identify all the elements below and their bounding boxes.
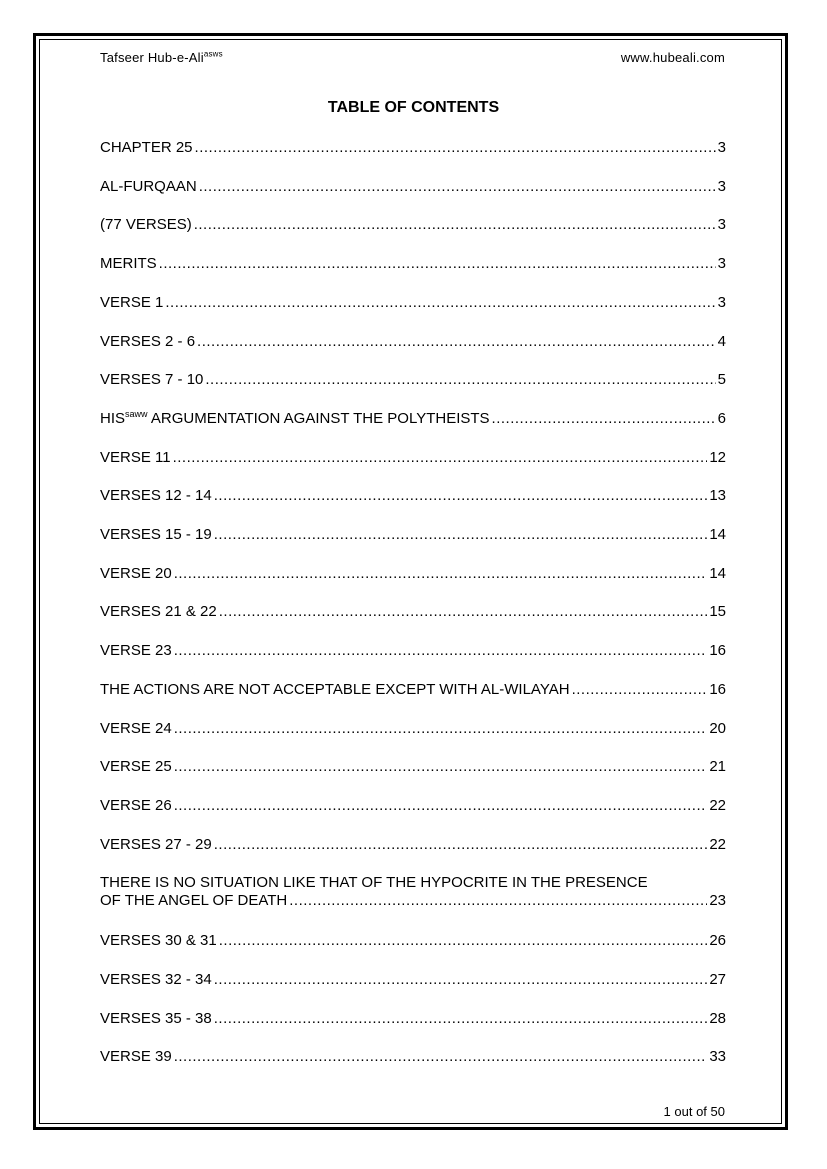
toc-entry[interactable] xyxy=(100,797,726,815)
toc-entry-page-number: 27 xyxy=(709,971,726,988)
toc-entry-label: VERSES 12 - 14 xyxy=(100,487,212,505)
toc-entry-page-number: 22 xyxy=(709,835,726,853)
toc-entry-page-number: 3 xyxy=(717,177,726,195)
toc-entry[interactable] xyxy=(100,603,726,621)
toc-entry[interactable] xyxy=(100,139,726,157)
toc-dot-leader xyxy=(199,178,716,196)
toc-entry-label: MERITS xyxy=(100,255,157,273)
toc-entry-page-number: 23 xyxy=(709,892,726,910)
toc-entry-page-number: 16 xyxy=(709,680,726,698)
toc-entry[interactable] xyxy=(100,836,726,854)
toc-entry-label: VERSE 24 xyxy=(100,719,172,737)
toc-entry-label: OF THE ANGEL OF DEATH xyxy=(100,892,288,910)
toc-entry[interactable] xyxy=(100,410,726,428)
toc-entry-page-number: 21 xyxy=(709,758,726,776)
toc-entry-label: AL-FURQAAN xyxy=(100,177,197,195)
toc-dot-leader xyxy=(219,603,708,621)
toc-dot-leader xyxy=(572,681,708,699)
toc-entry[interactable] xyxy=(100,333,726,351)
toc-entry-label: VERSES 7 - 10 xyxy=(100,371,204,389)
toc-entry-superscript: saww xyxy=(125,409,148,419)
page-number-footer: 1 out of 50 xyxy=(663,1104,725,1119)
toc-entry-page-number: 14 xyxy=(709,564,726,582)
toc-entry[interactable] xyxy=(100,720,726,738)
toc-dot-leader xyxy=(214,836,708,854)
toc-entry[interactable] xyxy=(100,1048,726,1066)
toc-entry[interactable] xyxy=(100,1010,726,1028)
toc-entry-page-number: 3 xyxy=(717,139,726,156)
toc-entry-label: (77 VERSES) xyxy=(100,216,192,234)
toc-entry-label: VERSE 23 xyxy=(100,642,172,660)
toc-entry-label: VERSES 15 - 19 xyxy=(100,526,212,543)
toc-entry-page-number: 12 xyxy=(709,448,726,466)
toc-dot-leader xyxy=(214,971,708,989)
toc-entry-label: VERSES 32 - 34 xyxy=(100,971,212,988)
toc-entry[interactable] xyxy=(100,758,726,776)
header-superscript: asws xyxy=(203,49,223,59)
toc-entry-label: VERSES 21 & 22 xyxy=(100,603,217,621)
toc-entry[interactable] xyxy=(100,487,726,505)
toc-entry[interactable] xyxy=(100,371,726,389)
toc-entry[interactable] xyxy=(100,874,726,910)
toc-entry-page-number: 22 xyxy=(709,796,726,814)
toc-dot-leader xyxy=(492,410,716,428)
toc-entry[interactable] xyxy=(100,971,726,989)
toc-entry-page-number: 26 xyxy=(709,932,726,950)
toc-entry-label: VERSE 11 xyxy=(100,448,171,466)
toc-entry-label: VERSES 27 - 29 xyxy=(100,835,212,853)
toc-entry[interactable] xyxy=(100,681,726,699)
toc-entry-label: VERSES 30 & 31 xyxy=(100,932,217,950)
toc-entry[interactable] xyxy=(100,294,726,312)
toc-dot-leader xyxy=(197,333,716,351)
running-header-title: Tafseer Hub-e-Ali$^{asws}$ xyxy=(100,49,223,65)
toc-entry[interactable] xyxy=(100,255,726,273)
toc-entry[interactable] xyxy=(100,932,726,950)
toc-dot-leader xyxy=(289,892,707,910)
toc-entry-label: VERSE 1 xyxy=(100,293,164,311)
toc-entry-label: VERSE 25 xyxy=(100,758,172,776)
toc-entry-page-number: 5 xyxy=(717,371,726,389)
toc-entry-page-number: 3 xyxy=(717,293,726,311)
toc-dot-leader xyxy=(165,294,715,312)
toc-dot-leader xyxy=(219,932,708,950)
toc-dot-leader xyxy=(174,1048,708,1066)
toc-dot-leader xyxy=(174,642,708,660)
toc-entry[interactable] xyxy=(100,526,726,544)
page-title: TABLE OF CONTENTS xyxy=(327,99,500,116)
toc-dot-leader xyxy=(194,216,716,234)
toc-dot-leader xyxy=(195,139,716,157)
toc-dot-leader xyxy=(205,371,715,389)
toc-entry[interactable] xyxy=(100,642,726,660)
toc-entry-page-number: 15 xyxy=(709,603,726,621)
toc-entry-page-number: 4 xyxy=(717,332,726,350)
toc-entry-label: THE ACTIONS ARE NOT ACCEPTABLE EXCEPT WITH AL-WILAYAH xyxy=(100,680,570,698)
toc-entry-page-number: 6 xyxy=(717,409,726,427)
toc-entry-label: VERSE 20 xyxy=(100,564,172,582)
toc-entry-label: VERSE 39 xyxy=(100,1048,172,1066)
toc-entry-page-number: 14 xyxy=(709,526,726,543)
toc-entry-label: VERSE 26 xyxy=(100,796,172,814)
toc-entry-label-line1: THERE IS NO SITUATION LIKE THAT OF THE HYPOCRITE IN THE PRESENCE xyxy=(100,874,648,892)
toc-entry-label: VERSES 2 - 6 xyxy=(100,332,196,350)
toc-dot-leader xyxy=(214,487,708,505)
toc-dot-leader xyxy=(174,797,708,815)
toc-entry-page-number: 16 xyxy=(709,642,726,660)
toc-dot-leader xyxy=(214,1010,708,1028)
toc-entry-label: VERSES 35 - 38 xyxy=(100,1009,212,1027)
toc-entry[interactable] xyxy=(100,449,726,467)
toc-dot-leader xyxy=(174,758,708,776)
toc-entry[interactable] xyxy=(100,178,726,196)
toc-entry-page-number: 33 xyxy=(709,1048,726,1066)
toc-entry[interactable] xyxy=(100,565,726,583)
toc-entry-page-number: 13 xyxy=(709,487,726,505)
toc-entry-page-number: 28 xyxy=(709,1009,726,1027)
toc-dot-leader xyxy=(159,255,716,273)
toc-dot-leader xyxy=(173,449,708,467)
toc-dot-leader xyxy=(214,526,708,544)
toc-dot-leader xyxy=(174,720,708,738)
toc-entry[interactable] xyxy=(100,216,726,234)
running-header-website: www.hubeali.com xyxy=(620,50,725,65)
toc-entry-page-number: 3 xyxy=(717,216,726,234)
toc-dot-leader xyxy=(174,565,708,583)
toc-entry-page-number: 3 xyxy=(717,255,726,273)
toc-entry-page-number: 20 xyxy=(709,719,726,737)
toc-entry-label: $HIS^{saww}$ ARGUMENTATION AGAINST THE POLYTHEISTS xyxy=(100,409,490,427)
toc-entry-label: CHAPTER 25 xyxy=(100,139,193,156)
